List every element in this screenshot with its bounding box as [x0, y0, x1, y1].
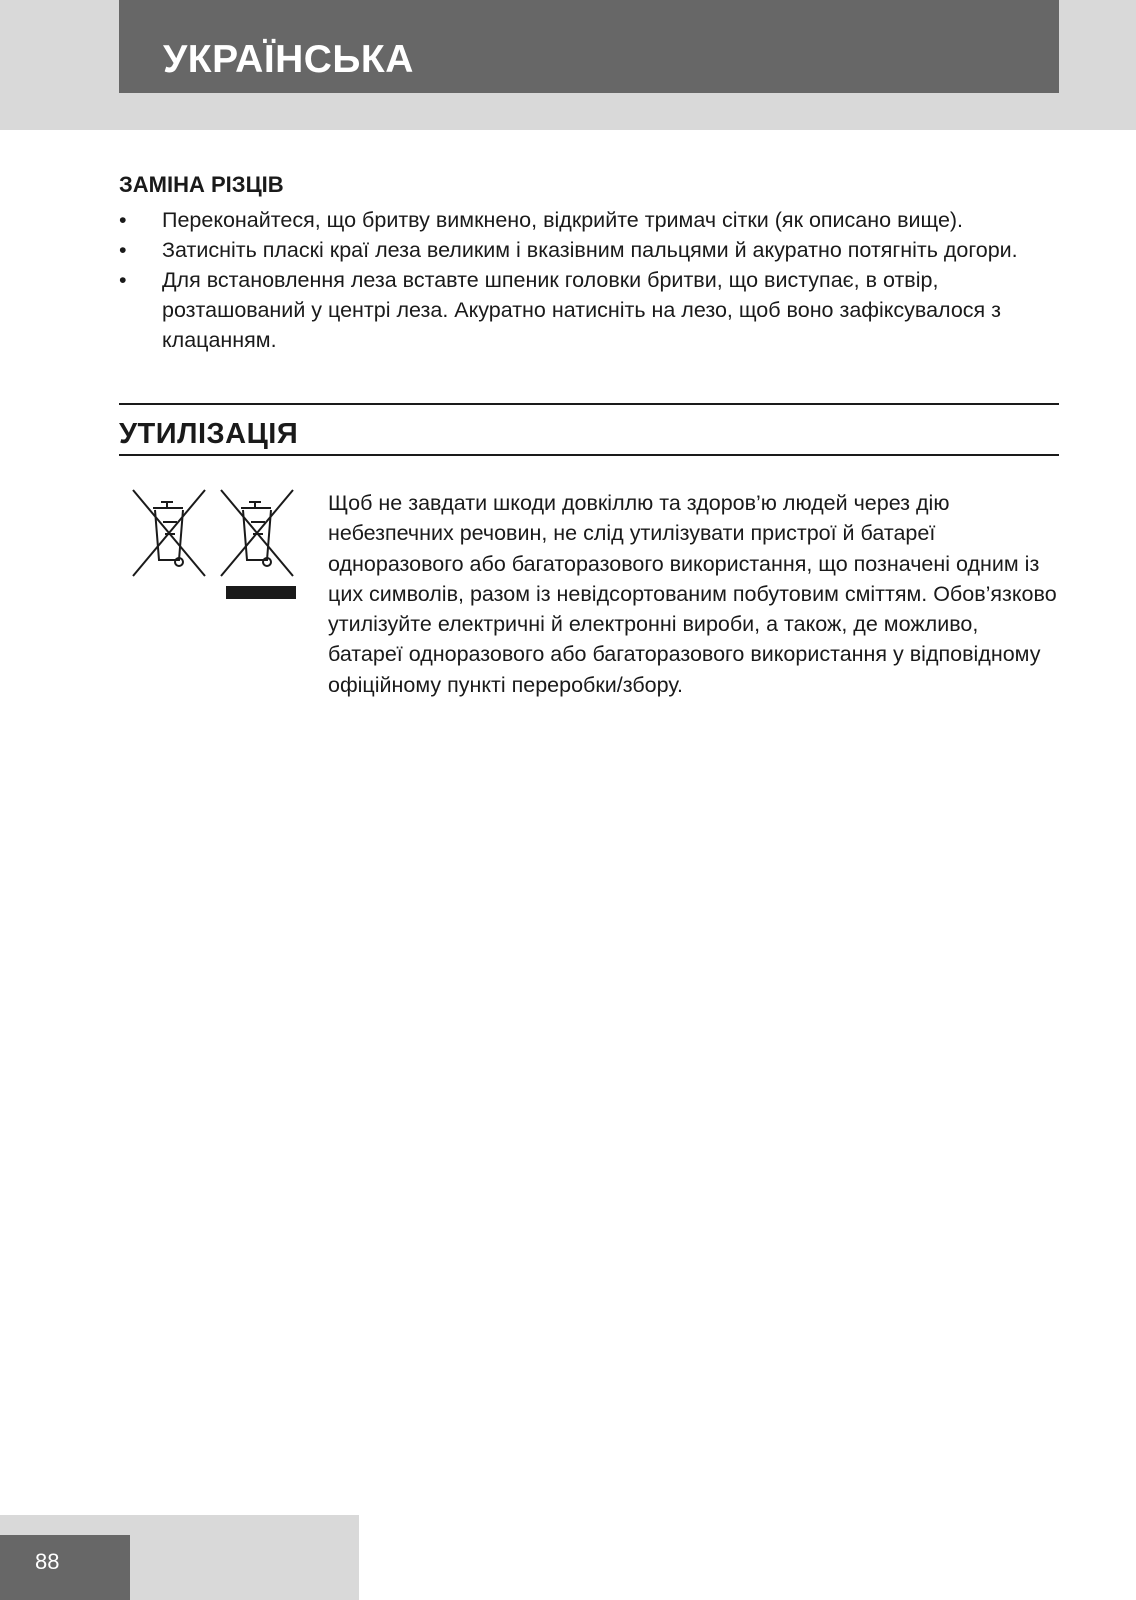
disposal-text: Щоб не завдати шкоди довкіллю та здоров’ю людей через дію небезпечних речовин, не слід утилізувати пристрої й батареї одноразового або багаторазового використання, що позначені одним із цих символів, разом із невідсортованим побутовим сміттям. Обов’язково утилізуйте електричні й електронні вироби, а також, де можливо, батареї одноразового або багаторазового використання у відповідному офіційному пункті переробки/збору. [328, 491, 1057, 697]
step-text: Для встановлення леза вставте шпеник головки бритви, що виступає, в отвір, розташований у центрі леза. Акуратно натисніть на лезо, щоб воно зафіксувалося з клацанням. [162, 268, 1002, 352]
blade-replacement-steps [119, 205, 1059, 355]
list-item [119, 235, 1059, 265]
crossed-out-wheelie-bin-icon [133, 490, 205, 576]
battery-bar-icon [226, 586, 296, 599]
section-divider-top [119, 403, 1059, 405]
list-item [119, 265, 1059, 355]
crossed-out-wheelie-bin-with-bar-icon [221, 490, 293, 576]
bullet-icon: • [119, 208, 127, 232]
page-number: 88 [35, 1549, 60, 1574]
section-divider-bottom [119, 454, 1059, 456]
step-text: Затисніть пласкі краї леза великим і вказівним пальцями й акуратно потягніть догори. [162, 238, 1018, 262]
bullet-icon: • [119, 268, 127, 292]
list-item [119, 205, 1059, 235]
language-header-bar [119, 0, 1059, 93]
blade-replacement-heading: ЗАМІНА РІЗЦІВ [119, 172, 284, 197]
step-text: Переконайтеся, що бритву вимкнено, відкрийте тримач сітки (як описано вище). [162, 208, 964, 232]
bullet-icon: • [119, 238, 127, 262]
weee-symbols [131, 488, 301, 603]
page-number-box [0, 1535, 130, 1600]
language-title: УКРАЇНСЬКА [163, 38, 414, 81]
blade-replacement-section [119, 171, 1059, 355]
disposal-heading: УТИЛІЗАЦІЯ [119, 418, 299, 450]
